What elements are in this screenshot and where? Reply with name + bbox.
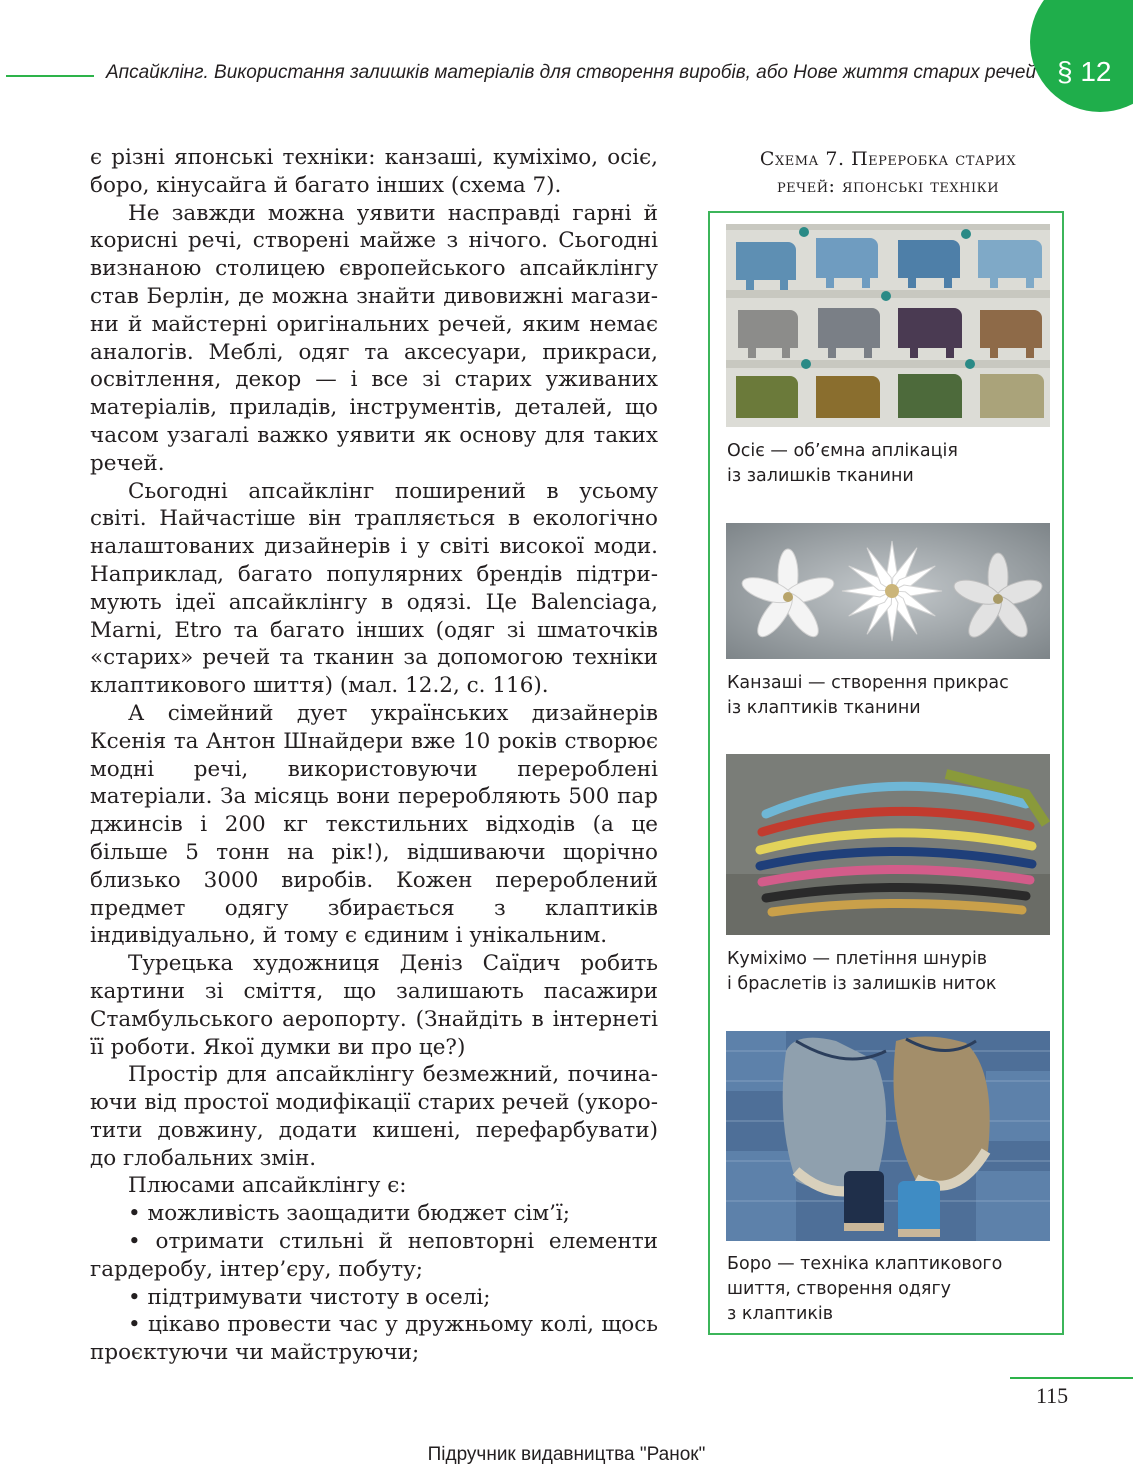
- bullet-item: • цікаво провести час у дружньому колі, щось проєктуючи чи майструючи;: [90, 1312, 658, 1366]
- section-number: § 12: [1057, 56, 1112, 87]
- running-header-title: Апсайклінг. Використання залишків матеріалів для створення виробів, або Нове життя старих речей: [106, 62, 1037, 83]
- photo-oshie: [726, 224, 1050, 427]
- list-intro: Плюсами апсайклінгу є:: [128, 1173, 407, 1199]
- publisher-note: Підручник видавництва "Ранок": [427, 1444, 706, 1465]
- header-rule: [6, 75, 94, 77]
- caption-line: і браслетів із залишків ниток: [727, 974, 997, 994]
- caption-line: із залишків тканини: [727, 466, 914, 486]
- photo-boro: [726, 1031, 1050, 1241]
- bullet-item: • можливість заощадити бюджет сім’ї;: [128, 1201, 571, 1227]
- caption-line: шиття, створення одягу: [727, 1279, 951, 1299]
- paragraph: А сімейний дует українських дизайнерів Ксенія та Антон Шнайдери вже 10 років створює модні речі, використовуючи перероблені матеріали. За місяць вони переробляють 500 пар джинсів і 200 кг текстильних відходів (а це більше 5 тонн на рік!), відшиваючи щорічно близько 3000 виробів. Кожен перероблений предмет одягу збирається з клаптиків індивідуально, й тому є єдиним і унікальним.: [90, 700, 658, 949]
- caption-line: Боро — техніка клаптикового: [727, 1254, 1003, 1274]
- caption-boro: [727, 1252, 1057, 1327]
- caption-line: Куміхімо — плетіння шнурів: [727, 949, 988, 969]
- page-number: 115: [1036, 1383, 1069, 1408]
- bullet-item: • підтримувати чистоту в оселі;: [128, 1284, 491, 1310]
- bullet-item: • отримати стильні й неповторні елементи гардеробу, інтер’єру, побуту;: [90, 1229, 658, 1282]
- caption-oshie: [727, 439, 1057, 489]
- caption-line: Канзаші — створення прикрас: [727, 673, 1009, 693]
- paragraph: Простір для апсайклінгу безмежний, починаючи від простої модифікації старих речей (укоротити довжину, додати кишені, перефарбувати) до глобальних змін.: [90, 1062, 658, 1171]
- paragraph: є різні японські техніки: канзаші, куміхімо, осіє, боро, кінусайга й багато інших (схема 7).: [90, 145, 658, 198]
- schema-title-line: Схема 7. Переробка старих: [759, 148, 1017, 170]
- paragraph: Не завжди можна уявити насправді гарні й корисні речі, створені майже з нічого. Сьогодні визнаною столицею європейського апсайклінгу став Берлін, де можна знайти дивовижні магазини й майстерні оригінальних речей, яким немає аналогів. Меблі, одяг та аксесуари, прикраси, освітлення, декор — і все зі старих уживаних матеріалів, приладів, інструментів, деталей, що часом узагалі важко уявити як основу для таких речей.: [90, 200, 658, 476]
- paragraph: Турецька художниця Деніз Саїдич робить картини зі сміття, що залишають пасажири Стамбульського аеропорту. (Знайдіть в інтернеті її роботи. Якої думки ви про це?): [90, 951, 658, 1060]
- schema-title-line: речей: японські техніки: [776, 175, 1000, 197]
- footer-rule: [1010, 1377, 1133, 1379]
- photo-kanzashi: [726, 523, 1050, 659]
- caption-line: Осіє — об’ємна аплікація: [727, 441, 958, 461]
- caption-line: із клаптиків тканини: [727, 698, 921, 718]
- caption-line: з клаптиків: [727, 1304, 834, 1324]
- caption-kumihimo: [727, 947, 1057, 997]
- photo-kumihimo: [726, 754, 1050, 935]
- paragraph: Сьогодні апсайклінг поширений в усьому світі. Найчастіше він трапляється в екологічно налаштованих дизайнерів і у світі високої моди. Наприклад, багато популярних брендів підтримують ідеї апсайклінгу в одязі. Це Balenciaga, Marni, Etro та багато інших (одяг зі шматочків «старих» речей та тканин за допомогою техніки клаптикового шиття) (мал. 12.2, с. 116).: [90, 478, 658, 699]
- schema-title: [710, 146, 1066, 200]
- caption-kanzashi: [727, 671, 1057, 721]
- body-text: [90, 144, 658, 1367]
